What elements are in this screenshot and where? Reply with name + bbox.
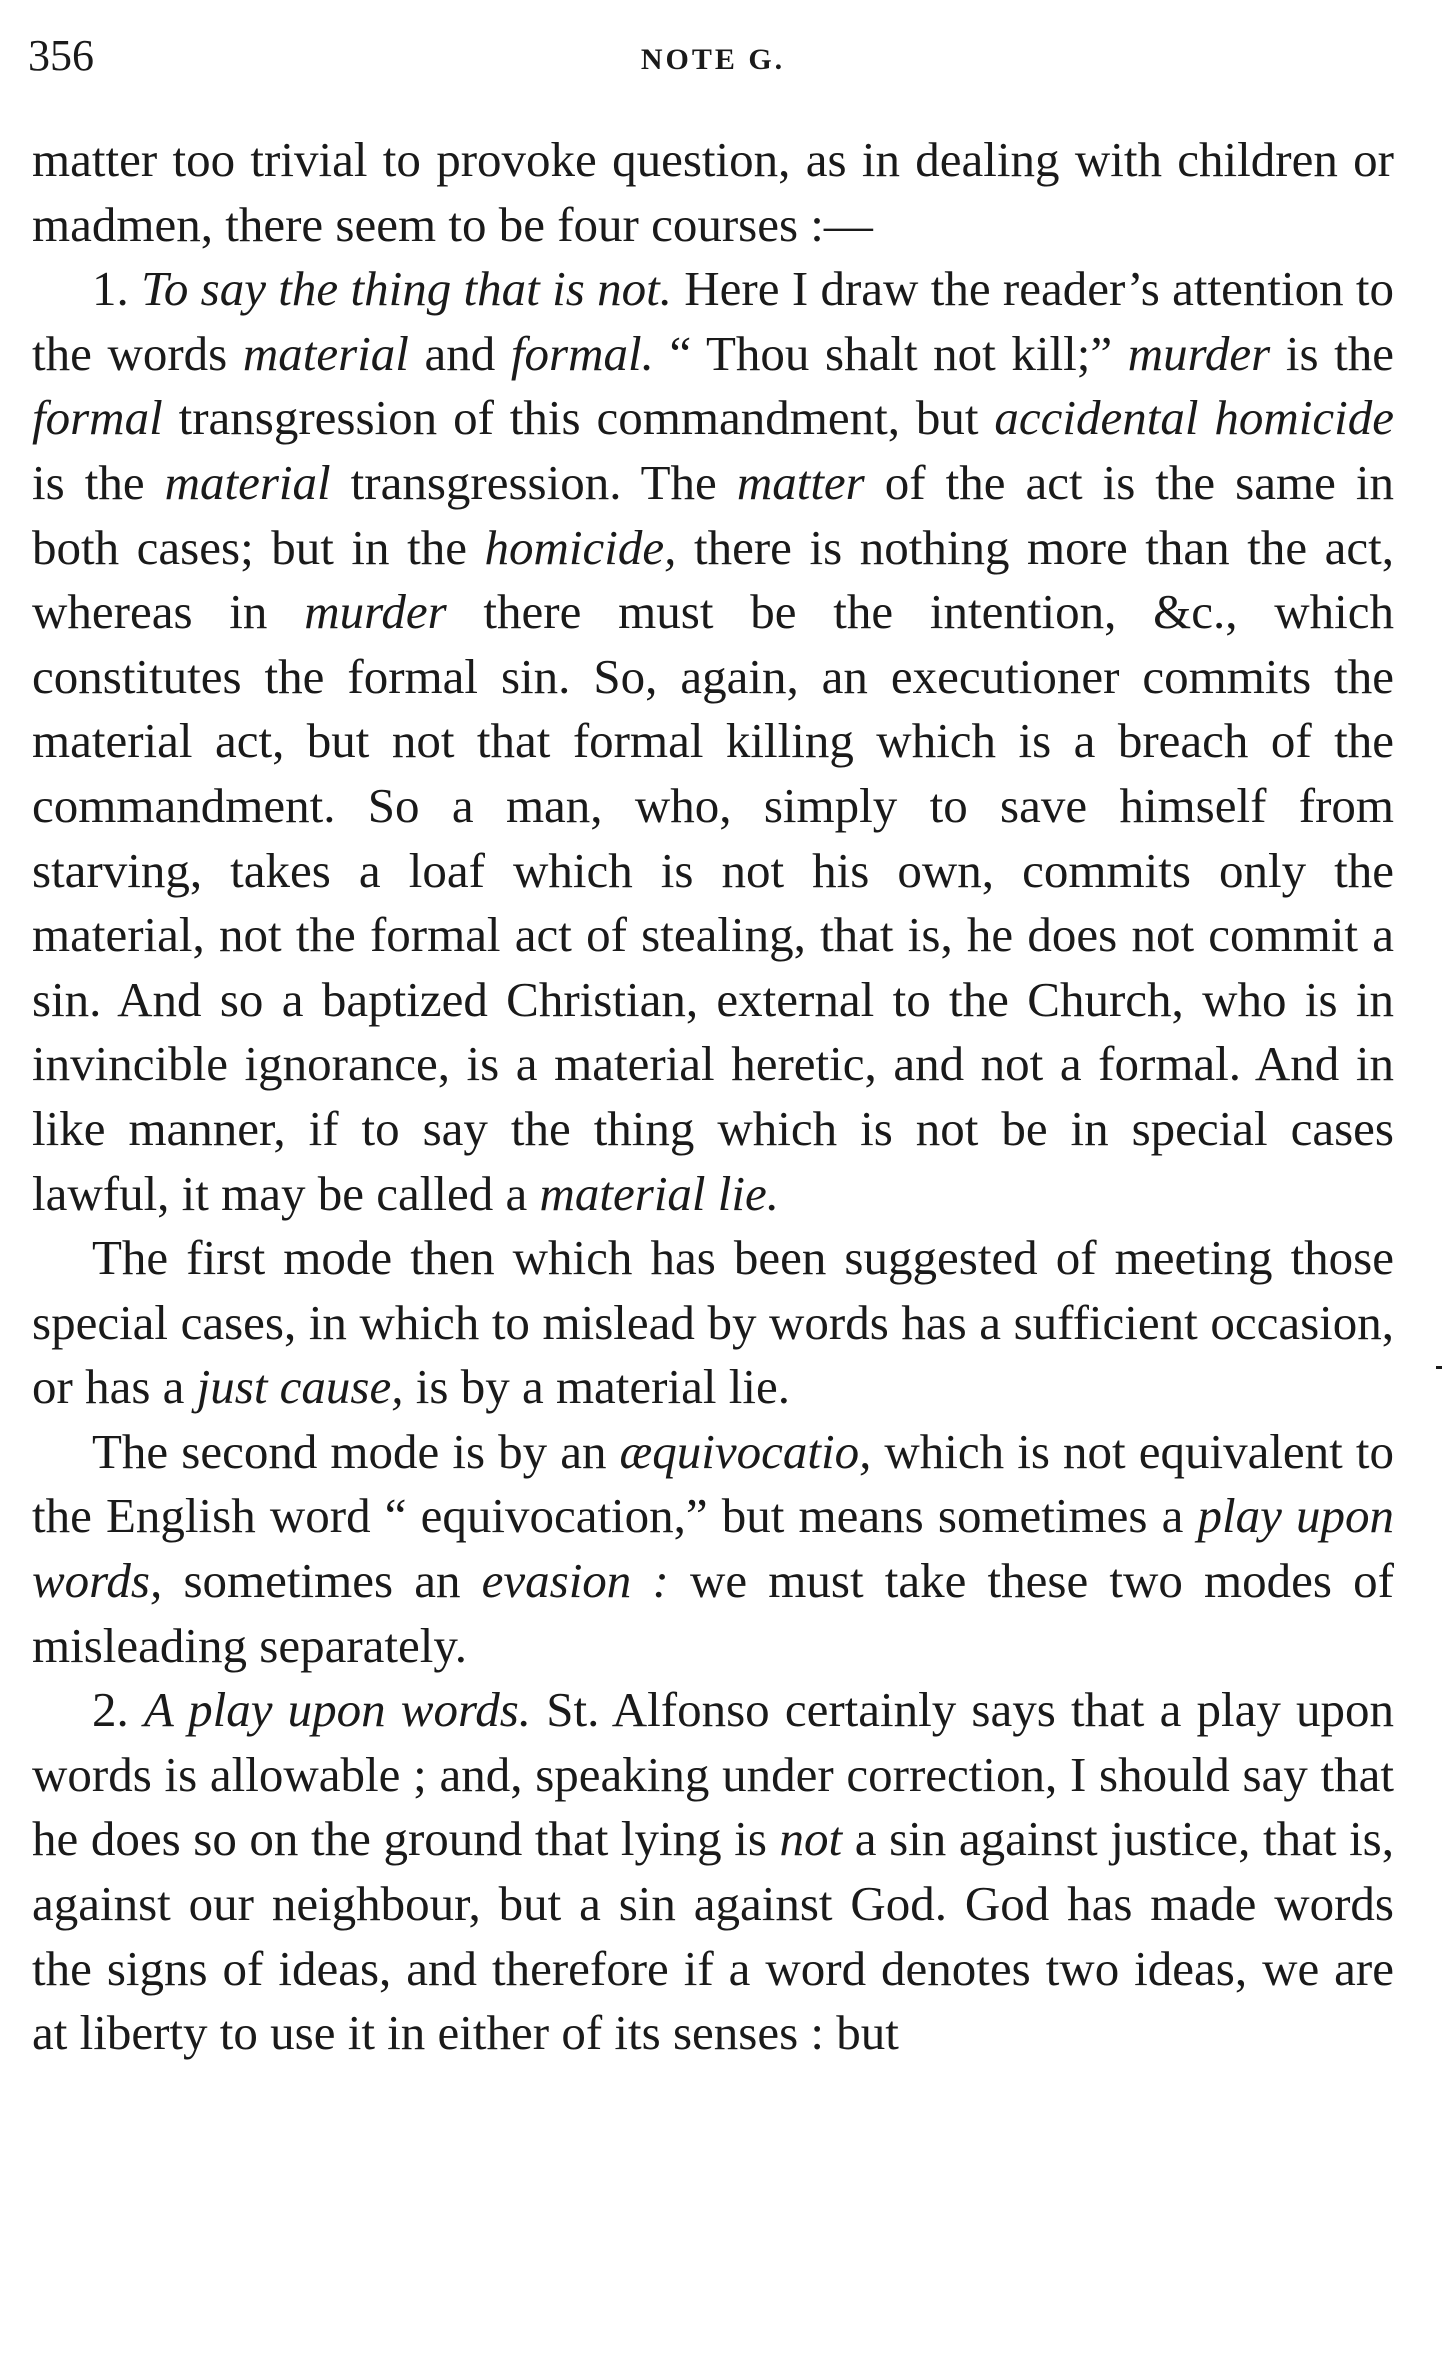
- italic-text: accidental homicide: [994, 390, 1394, 446]
- italic-text: formal: [32, 390, 163, 446]
- text-run: a sin against justice, that is, against our neighbour, but a sin against God. God has made words the signs of ideas, and therefore if a word denotes two ideas, we are at liberty to use it in either of its senses : but: [32, 1811, 1394, 2061]
- text-run: Here I draw the reader’s attention to the words: [32, 261, 1395, 381]
- text-run: is the: [32, 454, 165, 510]
- italic-text: not: [779, 1811, 843, 1867]
- paragraph-play-upon-words: [32, 1678, 1394, 2066]
- italic-text: æquivocatio,: [619, 1423, 872, 1479]
- margin-mark: [1436, 1366, 1442, 1369]
- text-run: transgression of this commandment, but: [162, 390, 995, 446]
- text-run: 2.: [92, 1682, 144, 1738]
- page-number: 356: [28, 31, 94, 80]
- text-run: there is nothing more than the act, whereas in: [32, 519, 1394, 640]
- running-head: NOTE G.: [640, 43, 786, 76]
- italic-text: formal.: [510, 325, 654, 381]
- italic-text: murder: [304, 584, 447, 640]
- text-run: The second mode is by an: [92, 1423, 620, 1479]
- italic-text: matter: [736, 454, 865, 510]
- italic-text: murder: [1127, 325, 1271, 381]
- page-header: [28, 26, 1398, 86]
- paragraph-material-lie: [32, 257, 1394, 1226]
- italic-text: play upon words,: [32, 1488, 1394, 1609]
- paragraph-continuation: [32, 128, 1394, 257]
- text-run: matter too trivial to provoke question, as in dealing with children or madmen, there seem to be four courses :—: [32, 132, 1394, 252]
- text-run: “ Thou shalt not kill;”: [653, 325, 1128, 381]
- italic-text: homicide,: [484, 519, 677, 575]
- body-text: [32, 128, 1394, 2066]
- paragraph-second-mode: [32, 1420, 1394, 1678]
- text-run: and: [408, 325, 511, 381]
- text-run: sometimes an: [162, 1553, 482, 1609]
- text-run: transgression. The: [330, 454, 737, 510]
- italic-text: To say the thing that is not.: [141, 261, 672, 317]
- text-run: is by a material lie.: [403, 1359, 790, 1415]
- text-run: The first mode then which has been suggested of meeting those special cases, in which to mislead by words has a sufficient occasion, or has a: [32, 1230, 1394, 1415]
- italic-text: just cause,: [196, 1359, 404, 1415]
- text-run: we must take these two modes of misleading separately.: [32, 1553, 1394, 1673]
- paragraph-first-mode: [32, 1226, 1394, 1420]
- text-run: 1.: [92, 261, 142, 317]
- text-run: of the act is the same in both cases; but in the: [32, 454, 1394, 575]
- text-run: which is not equivalent to the English word “ equivocation,” but means sometimes a: [32, 1423, 1394, 1544]
- text-run: is the: [1270, 325, 1395, 381]
- italic-text: material: [242, 325, 409, 381]
- italic-text: material: [164, 454, 331, 510]
- italic-text: material lie.: [539, 1165, 780, 1221]
- italic-text: evasion :: [481, 1553, 669, 1609]
- text-run: there must be the intention, &c., which constitutes the formal sin. So, again, an executioner commits the material act, but not that formal killing which is a breach of the commandment. So a man, who, simply to save himself from starving, takes a loaf which is not his own, commits only the material, not the formal act of stealing, that is, he does not commit a sin. And so a baptized Christian, external to the Church, who is in invincible ignorance, is a material heretic, and not a formal. And in like manner, if to say the thing which is not be in special cases lawful, it may be called a: [32, 584, 1394, 1221]
- text-run: St. Alfonso certainly says that a play upon words is allowable ; and, speaking under correction, I should say that he does so on the ground that lying is: [32, 1682, 1394, 1867]
- italic-text: A play upon words.: [143, 1682, 532, 1738]
